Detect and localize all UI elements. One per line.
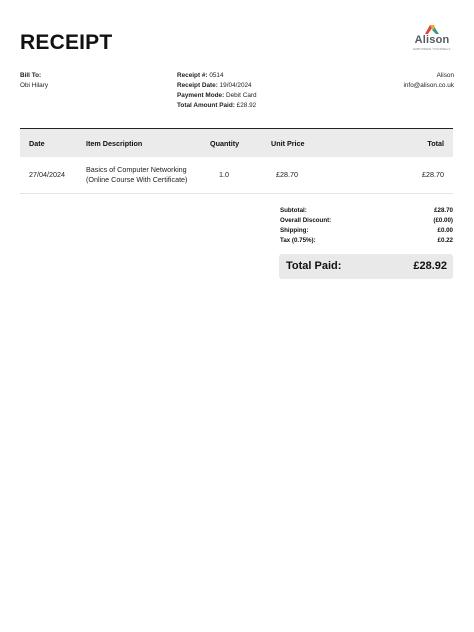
logo-tagline: EMPOWER YOURSELF bbox=[413, 47, 451, 51]
row-description bbox=[86, 165, 187, 185]
row-description-line2: (Online Course With Certificate) bbox=[86, 175, 188, 184]
subtotal-label: Subtotal: bbox=[280, 207, 307, 214]
discount-label: Overall Discount: bbox=[280, 217, 332, 224]
logo-wordmark: Alison bbox=[414, 34, 450, 46]
tax-label: Tax (0.75%): bbox=[280, 237, 316, 244]
receipt-meta-block bbox=[177, 71, 257, 111]
shipping-row bbox=[279, 227, 453, 237]
bill-to-block bbox=[20, 71, 48, 91]
tax-row bbox=[279, 237, 453, 247]
page-title: RECEIPT bbox=[20, 31, 113, 54]
receipt-date: 19/04/2024 bbox=[219, 82, 252, 89]
receipt-date-label: Receipt Date: bbox=[177, 82, 218, 89]
totals-summary bbox=[279, 207, 453, 247]
company-name: Alison bbox=[436, 72, 454, 79]
tax-value: £0.22 bbox=[437, 237, 453, 244]
bill-to-label: Bill To: bbox=[20, 72, 42, 79]
receipt-number-label: Receipt #: bbox=[177, 72, 208, 79]
total-amount-label: Total Amount Paid: bbox=[177, 102, 235, 109]
col-header-unit-price: Unit Price bbox=[271, 139, 305, 148]
discount-value: (£0.00) bbox=[433, 217, 453, 224]
col-header-date: Date bbox=[29, 139, 45, 148]
receipt-date-line bbox=[177, 81, 257, 91]
payment-mode-line bbox=[177, 91, 257, 101]
shipping-value: £0.00 bbox=[437, 227, 453, 234]
row-date: 27/04/2024 bbox=[29, 170, 65, 179]
total-paid-box bbox=[279, 254, 453, 279]
company-email: info@alison.co.uk bbox=[403, 82, 454, 89]
col-header-quantity: Quantity bbox=[210, 139, 240, 148]
row-description-line1: Basics of Computer Networking bbox=[86, 165, 187, 174]
receipt-number-line bbox=[177, 71, 257, 81]
customer-name: Obi Hilary bbox=[20, 82, 49, 89]
alison-logo bbox=[408, 24, 456, 50]
col-header-total: Total bbox=[427, 139, 444, 148]
payment-mode: Debit Card bbox=[226, 92, 257, 99]
receipt-number: 0514 bbox=[209, 72, 224, 79]
row-unit-price: £28.70 bbox=[276, 170, 298, 179]
total-paid-label: Total Paid: bbox=[286, 260, 342, 272]
total-paid-value: £28.92 bbox=[413, 260, 447, 272]
row-total: £28.70 bbox=[422, 170, 444, 179]
row-quantity: 1.0 bbox=[219, 170, 229, 179]
subtotal-row bbox=[279, 207, 453, 217]
company-block bbox=[403, 71, 454, 91]
total-amount-line bbox=[177, 101, 257, 111]
col-header-description: Item Description bbox=[86, 139, 143, 148]
shipping-label: Shipping: bbox=[280, 227, 309, 234]
total-amount: £28.92 bbox=[236, 102, 257, 109]
subtotal-value: £28.70 bbox=[434, 207, 453, 214]
table-row bbox=[20, 158, 453, 194]
items-table-header bbox=[20, 128, 453, 157]
payment-mode-label: Payment Mode: bbox=[177, 92, 225, 99]
discount-row bbox=[279, 217, 453, 227]
